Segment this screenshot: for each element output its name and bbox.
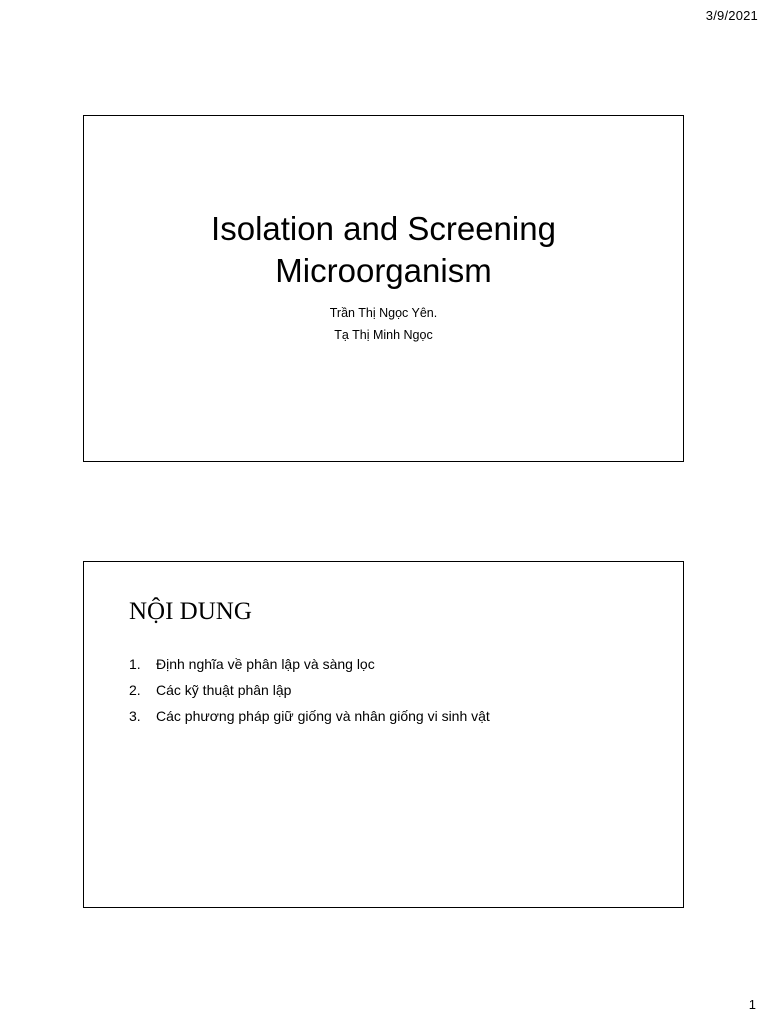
page-number: 1 [748, 997, 756, 1012]
title-line-1: Isolation and Screening [211, 210, 556, 247]
list-item-text: Các kỹ thuật phân lập [156, 682, 292, 698]
list-item-text: Định nghĩa về phân lập và sàng lọc [156, 656, 375, 672]
slide-title [83, 115, 684, 462]
author-list [84, 302, 683, 346]
author-name: Tạ Thị Minh Ngọc [334, 328, 433, 342]
list-item-number: 1. [129, 656, 141, 672]
slide-contents [83, 561, 684, 908]
list-item [129, 703, 490, 729]
author-name: Trần Thị Ngọc Yên. [329, 306, 438, 320]
list-item-text: Các phương pháp giữ giống và nhân giống vi sinh vật [156, 708, 490, 724]
list-item [129, 677, 490, 703]
contents-heading: NỘI DUNG [129, 598, 252, 625]
contents-list [129, 651, 490, 729]
title-line-2: Microorganism [275, 252, 492, 289]
slide-title-heading [84, 208, 683, 292]
list-item-number: 3. [129, 708, 141, 724]
print-date: 3/9/2021 [705, 8, 758, 23]
list-item [129, 651, 490, 677]
list-item-number: 2. [129, 682, 141, 698]
